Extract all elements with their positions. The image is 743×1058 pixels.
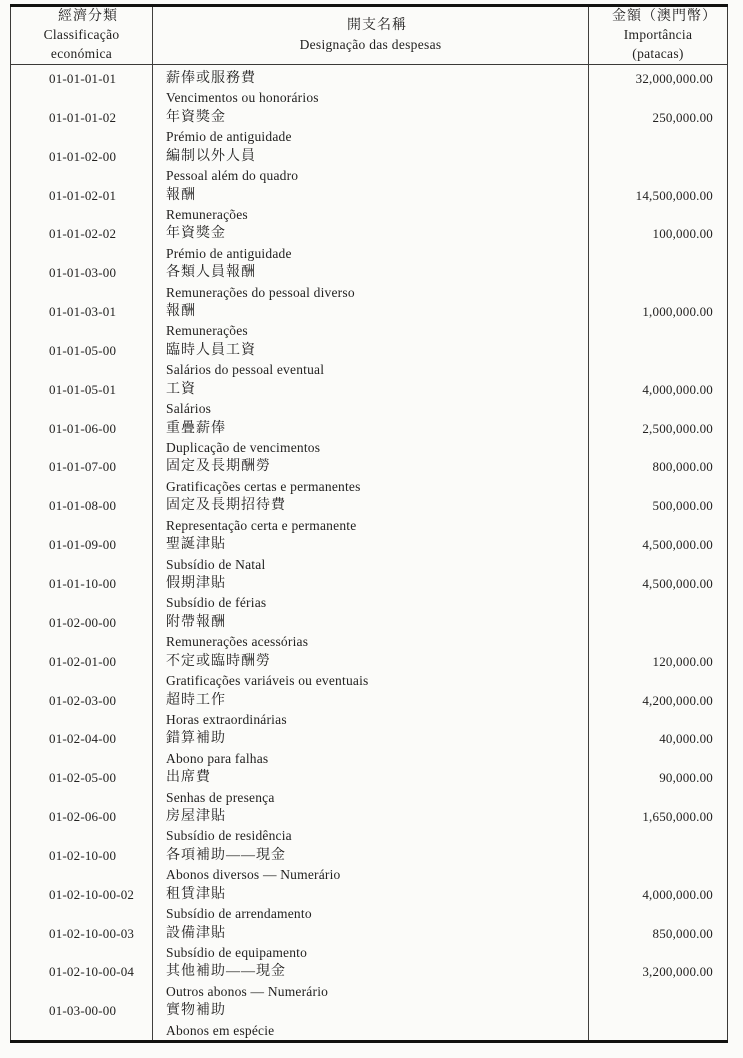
cell-amount <box>589 768 728 807</box>
cell-expense-designation <box>153 380 589 419</box>
cell-amount <box>589 419 728 458</box>
expense-name-pt: Subsídio de residência <box>166 828 292 844</box>
cell-amount <box>589 962 728 1001</box>
cell-classification-code <box>11 807 153 846</box>
cell-expense-designation <box>153 496 589 535</box>
table-row <box>11 613 728 652</box>
expense-name-zh: 超時工作 <box>166 692 226 708</box>
header-amount-zh: 金額（澳門幣） <box>612 8 717 24</box>
cell-expense-designation <box>153 574 589 613</box>
expense-name-zh: 薪俸或服務費 <box>166 71 256 86</box>
cell-classification-code <box>11 846 153 885</box>
economic-classification-code: 01-01-09-00 <box>49 537 117 553</box>
cell-amount <box>589 574 728 613</box>
cell-expense-designation <box>153 613 589 652</box>
economic-classification-code: 01-03-00-00 <box>49 1003 117 1019</box>
cell-amount <box>589 147 728 186</box>
table-row <box>11 729 728 768</box>
table-row <box>11 341 728 380</box>
cell-amount <box>589 885 728 924</box>
expense-name-zh: 固定及長期招待費 <box>166 498 286 514</box>
amount-value: 3,200,000.00 <box>642 964 713 980</box>
cell-amount <box>589 108 728 147</box>
expense-name-pt: Pessoal além do quadro <box>166 168 299 184</box>
expense-name-zh: 各類人員報酬 <box>166 265 256 281</box>
cell-classification-code <box>11 263 153 302</box>
economic-classification-code: 01-01-08-00 <box>49 498 117 514</box>
cell-classification-code <box>11 302 153 341</box>
table-row <box>11 691 728 730</box>
cell-amount <box>589 535 728 574</box>
expense-name-pt: Remunerações <box>166 206 248 222</box>
cell-classification-code <box>11 108 153 147</box>
cell-classification-code <box>11 457 153 496</box>
amount-value: 90,000.00 <box>659 770 713 786</box>
amount-value: 250,000.00 <box>652 109 713 125</box>
cell-amount <box>589 691 728 730</box>
cell-expense-designation <box>153 224 589 263</box>
cell-classification-code <box>11 962 153 1001</box>
cell-classification-code <box>11 885 153 924</box>
cell-expense-designation <box>153 846 589 885</box>
economic-classification-code: 01-01-07-00 <box>49 459 117 475</box>
cell-amount <box>589 652 728 691</box>
cell-expense-designation <box>153 147 589 186</box>
cell-expense-designation <box>153 691 589 730</box>
economic-classification-code: 01-02-00-00 <box>49 614 117 630</box>
amount-value: 1,650,000.00 <box>642 809 713 825</box>
expense-name-zh: 房屋津貼 <box>166 809 226 825</box>
expense-name-zh: 固定及長期酬勞 <box>166 459 271 475</box>
expense-name-pt: Subsídio de arrendamento <box>166 906 312 922</box>
table-header <box>11 6 728 65</box>
cell-classification-code <box>11 613 153 652</box>
header-classification-zh: 經濟分類 <box>58 8 118 24</box>
cell-classification-code <box>11 380 153 419</box>
expense-name-zh: 實物補助 <box>166 1003 226 1019</box>
table-row <box>11 807 728 846</box>
cell-classification-code <box>11 691 153 730</box>
table-row <box>11 263 728 302</box>
amount-value: 100,000.00 <box>652 226 713 242</box>
cell-amount <box>589 496 728 535</box>
cell-expense-designation <box>153 924 589 963</box>
expense-name-pt: Prémio de antiguidade <box>166 245 292 261</box>
header-amount-pt-line1: Importância <box>623 27 693 43</box>
amount-value: 120,000.00 <box>652 653 713 669</box>
expense-name-pt: Remunerações acessórias <box>166 634 309 650</box>
amount-value: 1,000,000.00 <box>642 304 713 320</box>
expense-name-pt: Gratificações certas e permanentes <box>166 478 361 494</box>
expense-name-pt: Abonos em espécie <box>166 1022 275 1038</box>
economic-classification-code: 01-01-03-00 <box>49 265 117 281</box>
expense-name-zh: 不定或臨時酬勞 <box>166 653 271 669</box>
table-row <box>11 496 728 535</box>
expense-name-pt: Abono para falhas <box>166 750 269 766</box>
expense-name-pt: Subsídio de férias <box>166 595 267 611</box>
table-body <box>11 65 728 1042</box>
cell-expense-designation <box>153 302 589 341</box>
expense-name-pt: Subsídio de Natal <box>166 556 266 572</box>
cell-classification-code <box>11 924 153 963</box>
amount-value: 4,200,000.00 <box>642 692 713 708</box>
cell-expense-designation <box>153 341 589 380</box>
amount-value: 500,000.00 <box>652 498 713 514</box>
expense-name-zh: 報酬 <box>166 304 196 320</box>
amount-value: 800,000.00 <box>652 459 713 475</box>
expense-name-pt: Duplicação de vencimentos <box>166 440 321 455</box>
table-row <box>11 846 728 885</box>
table-row <box>11 652 728 691</box>
table-row <box>11 768 728 807</box>
cell-classification-code <box>11 729 153 768</box>
expense-name-pt: Representação certa e permanente <box>166 517 357 533</box>
economic-classification-code: 01-01-01-01 <box>49 71 117 86</box>
expense-name-pt: Salários do pessoal eventual <box>166 362 325 378</box>
cell-classification-code <box>11 535 153 574</box>
header-amount-patacas <box>589 6 728 65</box>
cell-amount <box>589 263 728 302</box>
cell-amount <box>589 380 728 419</box>
cell-expense-designation <box>153 186 589 225</box>
expense-name-zh: 編制以外人員 <box>166 148 256 164</box>
cell-amount <box>589 807 728 846</box>
economic-classification-code: 01-02-10-00-02 <box>49 886 135 902</box>
table-row <box>11 419 728 458</box>
expense-name-pt: Horas extraordinárias <box>166 711 287 727</box>
cell-classification-code <box>11 341 153 380</box>
cell-classification-code <box>11 768 153 807</box>
table-row <box>11 65 728 108</box>
header-classification-pt-line2: económica <box>50 45 113 61</box>
expense-name-zh: 臨時人員工資 <box>166 342 256 358</box>
expense-name-pt: Salários <box>166 401 212 417</box>
header-designation-pt: Designação das despesas <box>299 36 442 52</box>
budget-table <box>10 4 728 1043</box>
expense-name-zh: 設備津貼 <box>166 925 226 941</box>
cell-amount <box>589 613 728 652</box>
economic-classification-code: 01-01-06-00 <box>49 420 117 436</box>
cell-amount <box>589 729 728 768</box>
header-classification-pt-line1: Classificação <box>43 27 120 43</box>
economic-classification-code: 01-02-10-00-04 <box>49 964 135 980</box>
expense-name-pt: Senhas de presença <box>166 789 275 805</box>
table-row <box>11 108 728 147</box>
table-row <box>11 962 728 1001</box>
table-row <box>11 457 728 496</box>
expense-name-zh: 附帶報酬 <box>166 614 226 630</box>
cell-expense-designation <box>153 457 589 496</box>
economic-classification-code: 01-02-06-00 <box>49 809 117 825</box>
cell-classification-code <box>11 65 153 108</box>
economic-classification-code: 01-01-10-00 <box>49 575 117 591</box>
table-row <box>11 224 728 263</box>
economic-classification-code: 01-01-02-00 <box>49 148 117 164</box>
cell-expense-designation <box>153 263 589 302</box>
cell-classification-code <box>11 147 153 186</box>
expense-name-zh: 工資 <box>166 381 196 397</box>
expense-name-pt: Remunerações do pessoal diverso <box>166 284 355 300</box>
header-designation-zh: 開支名稱 <box>347 18 407 33</box>
table-row <box>11 147 728 186</box>
cell-amount <box>589 302 728 341</box>
expense-name-pt: Abonos diversos — Numerário <box>166 867 341 883</box>
cell-classification-code <box>11 496 153 535</box>
economic-classification-code: 01-02-10-00 <box>49 847 117 863</box>
economic-classification-code: 01-01-05-01 <box>49 381 117 397</box>
table-row <box>11 924 728 963</box>
cell-amount <box>589 65 728 108</box>
cell-expense-designation <box>153 65 589 108</box>
header-row <box>11 6 728 65</box>
table-row <box>11 186 728 225</box>
cell-amount <box>589 846 728 885</box>
economic-classification-code: 01-02-03-00 <box>49 692 117 708</box>
cell-expense-designation <box>153 962 589 1001</box>
header-economic-classification <box>11 6 153 65</box>
cell-expense-designation <box>153 1001 589 1041</box>
expense-name-zh: 假期津貼 <box>166 575 226 591</box>
cell-amount <box>589 224 728 263</box>
amount-value: 4,500,000.00 <box>642 575 713 591</box>
expense-name-pt: Outros abonos — Numerário <box>166 983 329 999</box>
economic-classification-code: 01-01-01-02 <box>49 109 117 125</box>
expense-name-zh: 年資獎金 <box>166 226 226 242</box>
table-row <box>11 574 728 613</box>
cell-amount <box>589 924 728 963</box>
cell-expense-designation <box>153 419 589 458</box>
header-amount-pt-line2: (patacas) <box>632 45 684 61</box>
cell-expense-designation <box>153 768 589 807</box>
economic-classification-code: 01-02-04-00 <box>49 731 117 747</box>
amount-value: 14,500,000.00 <box>635 187 713 203</box>
amount-value: 40,000.00 <box>659 731 713 747</box>
expense-name-pt: Subsídio de equipamento <box>166 944 308 960</box>
economic-classification-code: 01-01-02-02 <box>49 226 117 242</box>
cell-expense-designation <box>153 108 589 147</box>
table-row <box>11 535 728 574</box>
expense-name-zh: 其他補助——現金 <box>166 964 286 980</box>
cell-expense-designation <box>153 652 589 691</box>
expense-name-zh: 各項補助——現金 <box>166 847 286 863</box>
expense-name-zh: 錯算補助 <box>166 731 226 747</box>
cell-expense-designation <box>153 535 589 574</box>
amount-value: 4,000,000.00 <box>642 381 713 397</box>
cell-classification-code <box>11 574 153 613</box>
cell-amount <box>589 1001 728 1041</box>
cell-amount <box>589 186 728 225</box>
economic-classification-code: 01-01-05-00 <box>49 342 117 358</box>
expense-name-zh: 年資獎金 <box>166 109 226 125</box>
cell-classification-code <box>11 186 153 225</box>
economic-classification-code: 01-01-03-01 <box>49 304 117 320</box>
expense-name-zh: 重疊薪俸 <box>166 420 226 436</box>
amount-value: 850,000.00 <box>652 925 713 941</box>
expense-name-zh: 租賃津貼 <box>166 886 226 902</box>
header-expense-designation <box>153 6 589 65</box>
economic-classification-code: 01-01-02-01 <box>49 187 117 203</box>
economic-classification-code: 01-02-10-00-03 <box>49 925 135 941</box>
cell-classification-code <box>11 1001 153 1041</box>
cell-classification-code <box>11 224 153 263</box>
expense-name-pt: Remunerações <box>166 323 248 339</box>
amount-value: 32,000,000.00 <box>635 71 713 86</box>
cell-amount <box>589 457 728 496</box>
amount-value: 2,500,000.00 <box>642 420 713 436</box>
amount-value: 4,500,000.00 <box>642 537 713 553</box>
cell-classification-code <box>11 652 153 691</box>
economic-classification-code: 01-02-05-00 <box>49 770 117 786</box>
expense-name-pt: Gratificações variáveis ou eventuais <box>166 673 369 689</box>
cell-expense-designation <box>153 807 589 846</box>
table-row <box>11 1001 728 1041</box>
cell-expense-designation <box>153 885 589 924</box>
expense-name-pt: Vencimentos ou honorários <box>166 90 319 106</box>
economic-classification-code: 01-02-01-00 <box>49 653 117 669</box>
expense-name-zh: 聖誕津貼 <box>166 537 226 553</box>
expense-name-zh: 出席費 <box>166 770 211 786</box>
table-row <box>11 380 728 419</box>
amount-value: 4,000,000.00 <box>642 886 713 902</box>
cell-classification-code <box>11 419 153 458</box>
table-row <box>11 302 728 341</box>
expense-name-zh: 報酬 <box>166 187 196 203</box>
cell-amount <box>589 341 728 380</box>
expense-name-pt: Prémio de antiguidade <box>166 129 292 145</box>
cell-expense-designation <box>153 729 589 768</box>
table-row <box>11 885 728 924</box>
